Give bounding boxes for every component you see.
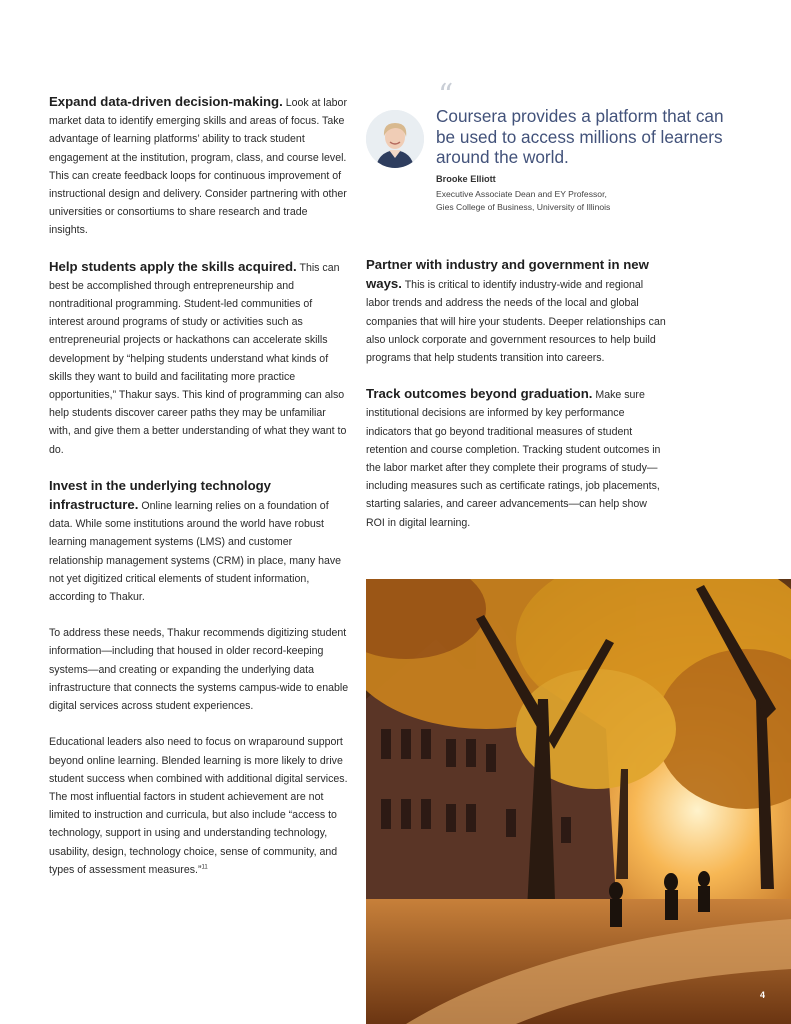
paragraph [49,477,349,606]
footnote-marker: 11 [201,864,208,871]
paragraph [366,385,666,532]
paragraph-heading: Partner with industry and government in new ways. [366,257,649,292]
left-column [49,93,349,897]
paragraph-heading: Track outcomes beyond graduation. [366,386,593,402]
paragraph-body: Online learning relies on a foundation of data. While some institutions around the world have robust learning management systems (LMS) and customer relationship management systems (CRM) in place, many have not yet digitized critical elements of student information, according to Thakur. [49,500,342,604]
right-column [366,256,666,550]
paragraph-body: This can best be accomplished through entrepreneurship and nontraditional programming. Student-led communities of interest around programs of study or activities such as entrepreneurial projects or hackathons can accelerate skills development by “helping students understand what kinds of skills they want to build and facilitating more practice opportunities,” Thakur says. This kind of programming can also help students discover career paths they may be unfamiliar with, and give them a better understanding of what they want to do. [49,261,347,456]
campus-autumn-photo [366,579,791,1024]
paragraph [49,624,349,715]
paragraph-heading: Expand data-driven decision-making. [49,94,283,109]
paragraph-body: Make sure institutional decisions are informed by key performance indicators that go beyond traditional measures of student retention and course completion. Tracking student outcomes in the labor market after they complete their programs of study—including measures such as certificate ratings, job placements, starting salaries, and career advancements—can help show ROI in digital learning. [366,389,661,529]
paragraph-heading: Help students apply the skills acquired. [49,258,297,274]
quote-author-title-line: Executive Associate Dean and EY Professor, [436,189,607,199]
quote-author-name: Brooke Elliott [436,174,496,184]
quote-author-title-line: Gies College of Business, University of Illinois [436,202,611,212]
paragraph [49,733,349,879]
paragraph-heading: Invest in the underlying technology infrastructure. [49,477,272,513]
paragraph [366,256,666,367]
paragraph [49,258,349,459]
page-number: 4 [759,990,765,1000]
avatar [366,110,424,168]
paragraph-body: To address these needs, Thakur recommends digitizing student information—including that housed in older record-keeping systems—and creating or expanding the underlying data infrastructure that connects the systems campus-wide to enable digital services across student experiences. [49,627,349,713]
quote-author-title [436,188,736,214]
quote-text: Coursera provides a platform that can be used to access millions of learners around the world. [436,106,724,167]
paragraph-body: This is critical to identify industry-wide and regional labor trends and address the needs of the local and global companies that will hire your students. Deeper relationships can also unlock corporate and government resources to help build programs that help students transition into careers. [366,279,666,365]
paragraph [49,93,349,240]
paragraph-body: Educational leaders also need to focus on wraparound support beyond online learning. Blended learning is more likely to drive student success when combined with additional digital services. The most influential factors in student achievement are not limited to instruction and curricula, but also include “access to technology, support in using and understanding technology, usability, design, technology choice, sense of community, and types of assessment measures.” [49,736,348,876]
quote-mark-icon: “ [438,78,454,113]
paragraph-body: Look at labor market data to identify emerging skills and areas of focus. Take advantage of learning platforms’ ability to track student engagement at the institution, program, class, and course level. This can create feedback loops for continuous improvement of instructional design and delivery. Consider partnering with other universities or consortiums to share research and trade insights. [49,97,347,237]
